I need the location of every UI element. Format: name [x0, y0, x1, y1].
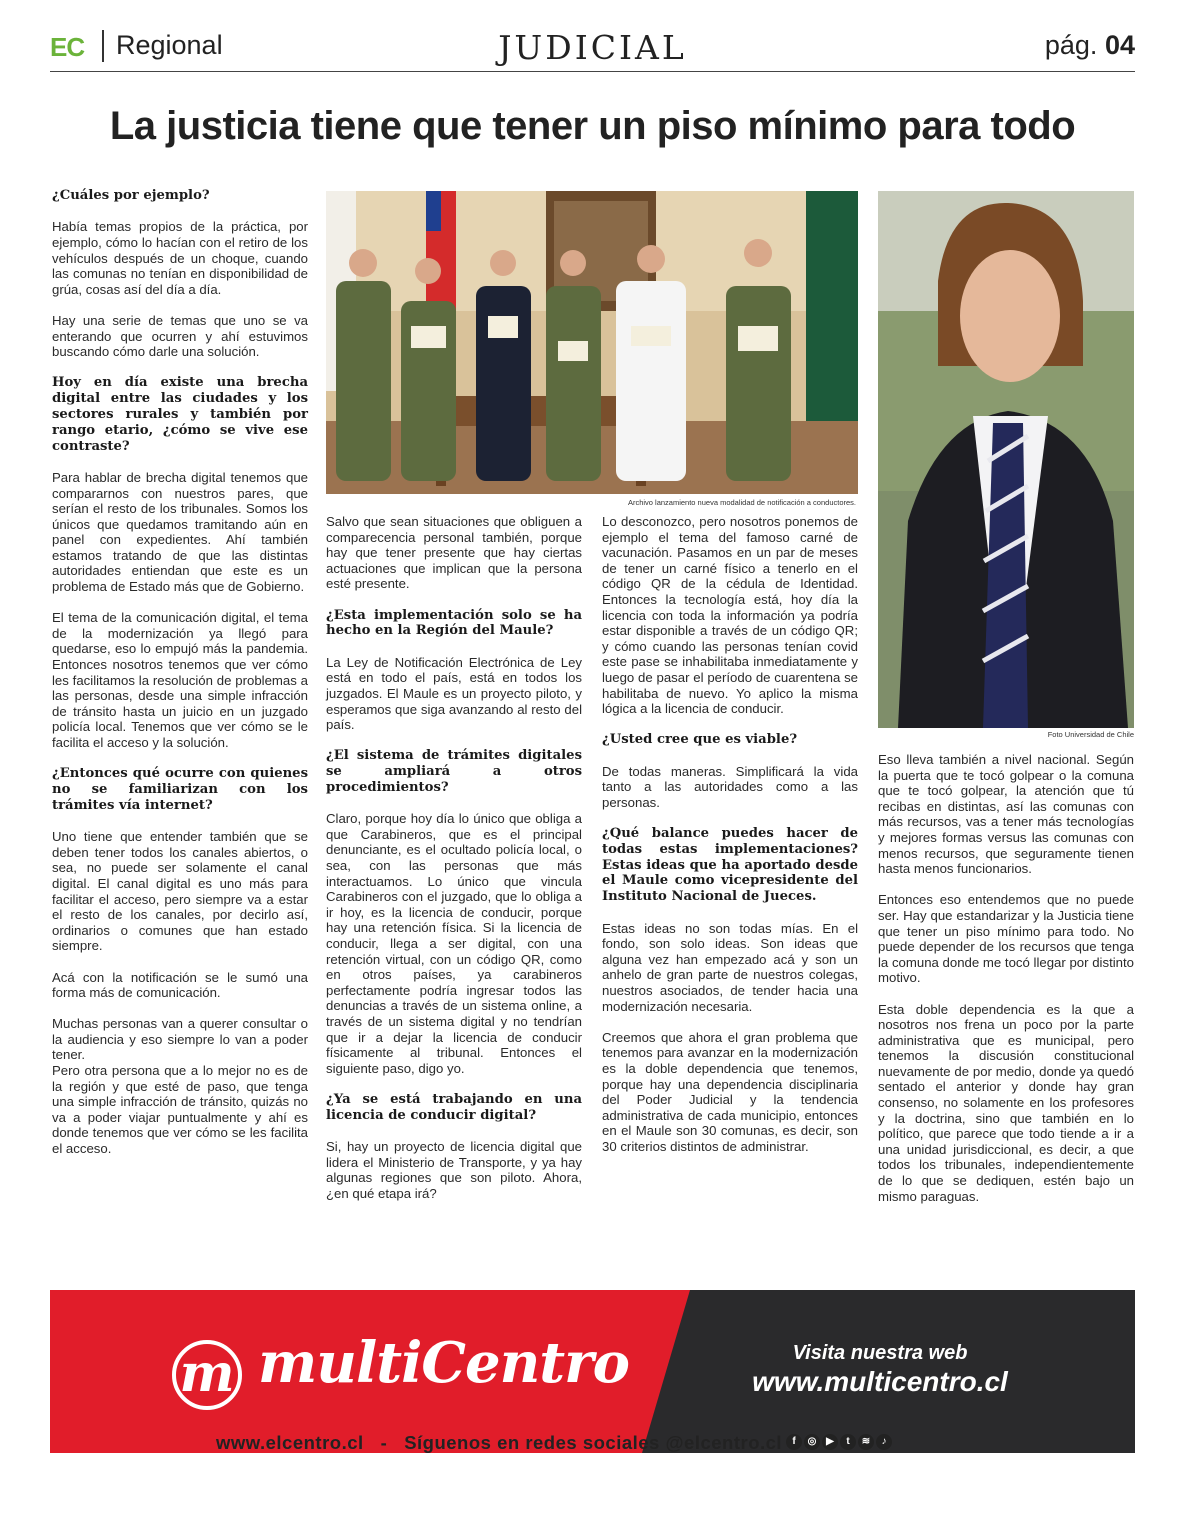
multicentro-ad[interactable] [50, 1290, 1135, 1453]
paragraph: Acá con la notificación se le sumó una forma más de comunicación. [52, 969, 308, 1001]
page-number [1045, 30, 1135, 61]
paragraph: Eso lleva también a nivel nacional. Según la puerta que te tocó golpear o la comuna que te tocó golpear, la atención que tú recibas en distintas, así las comunas con más recursos, vas a tener más tecnologías y mejores formas versus las comunas con menos recursos, que seguramente tienen hasta menos funcionarios. [878, 752, 1134, 877]
page-prefix: pág. [1044, 30, 1098, 60]
column-3 [602, 514, 858, 1170]
paragraph: El tema de la comunicación digital, el tema de la modernización ya llegó para quedarse, eso lo empujó más la pandemia. Entonces nosotros tenemos que ver cómo les facilitamos la resolución de problemas a las personas, desde una simple infracción de tránsito hasta un juicio en un juzgado policía local. Tenemos que ver cómo se le facilita el acceso y la solución. [52, 610, 308, 750]
footer-text [216, 1432, 782, 1454]
multicentro-logo-icon: m [179, 1343, 235, 1404]
paragraph: Lo desconozco, pero nosotros ponemos de ejemplo el tema del famoso carné de vacunación. Pasamos en un par de meses de tener un carné físico a tenerlo en el código QR de la cédula de Identidad. Entonces la tecnología está, hoy día la licencia con toda la información ya podría estar disponible a través de un código QR; y cómo cuando las personas tenían covid este pase se inhabilitaba inmediatamente y luego de pasar el período de cuarentena se habilitaba de nuevo. Yo aplico la misma lógica a la licencia de conducir. [602, 514, 858, 717]
paragraph: Había temas propios de la práctica, por ejemplo, cómo lo hacían con el retiro de los vehículos después de un choque, cuando las comunas no tenían en disponibilidad de grúa, cosas así del día a día. [52, 219, 308, 297]
paragraph: Claro, porque hoy día lo único que obliga a que Carabineros, que es el principal denunciante, es el ocultado policía local, o sea, con las personas que más interactuamos. Lo único que vincula Carabineros con el juzgado, que lo obliga a ir hoy, es la licencia de conducir, porque hay una retención física. Si la licencia de conducir, llega a ser digital, con una retención virtual, con un código QR, como en otros países, ya carabineros perfectamente podría ingresar todos las denuncias a través de un sistema online, a través de un sistema digital y no tendrían que ir a dejar la licencia de conducir físicamente al tribunal. Entonces el siguiente paso, digo yo. [326, 811, 582, 1076]
masthead [50, 28, 1135, 72]
photo-caption: Foto Universidad de Chile [1047, 730, 1134, 739]
question: ¿Qué balance puedes hacer de todas estas implementaciones? Estas ideas que ha aportado desde el Maule como vicepresidente del Instituto Nacional de Jueces. [602, 826, 858, 905]
paragraph: Creemos que ahora el gran problema que tenemos para avanzar en la modernización es la doble dependencia que tenemos, porque hay una dependencia disciplinaria del Poder Judicial y la tendencia administrativa de cada municipio, entonces en el Maule son 30 comunas, es decir, son 30 criterios distintos de administrar. [602, 1029, 858, 1154]
group-photo-illustration [326, 191, 858, 494]
ad-url-link[interactable]: www.multicentro.cl [752, 1366, 1008, 1397]
group-photo [326, 191, 858, 494]
paragraph: Entonces eso entendemos que no puede ser. Hay que estandarizar y la Justicia tiene que tener un piso mínimo para todo. No puede depender de los recursos que tenga la comuna donde me tocó llegar por distinto motivo. [878, 892, 1134, 986]
footer-separator: - [380, 1432, 388, 1453]
youtube-icon[interactable]: ▶ [822, 1434, 838, 1450]
paragraph: Pero otra persona que a lo mejor no es de la región y que esté de paso, que tenga una simple infracción de tránsito, quizás no va a poder viajar puntualmente y ahí es donde tenemos que ver cómo se les facilita el acceso. [52, 1063, 308, 1157]
paragraph: Esta doble dependencia es la que a nosotros nos frena un poco por la parte administrativa que es municipal, pero tenemos la discusión constitucional nuevamente de por medio, donde ya quedó sentado el anterior y donde hay gran consenso, no solamente en los profesores y la doctrina, sino que también en lo político, que parece que todo tiende a ir a una unidad jurisdiccional, es decir, a que todos los tribunales, independientemente de lo que se dediquen, estén bajo un mismo paraguas. [878, 1001, 1134, 1204]
question: ¿Esta implementación solo se ha hecho en la Región del Maule? [326, 607, 582, 639]
column-1 [52, 188, 308, 1172]
instagram-icon[interactable]: ◎ [804, 1434, 820, 1450]
footer-social-text: Síguenos en redes sociales @elcentro.cl [404, 1432, 783, 1453]
column-2 [326, 514, 582, 1217]
question: ¿El sistema de trámites digitales se ampliará a otros procedimientos? [326, 748, 582, 795]
question: ¿Ya se está trabajando en una licencia de conducir digital? [326, 1091, 582, 1123]
paragraph: Muchas personas van a querer consultar o la audiencia y eso siempre lo van a poder tener. [52, 1016, 308, 1063]
paragraph: Uno tiene que entender también que se deben tener todos los canales abiertos, o sea, no puede ser solamente el canal digital. El canal digital es uno más para facilitar el acceso, pero siempre va a estar el resto de los canales, por decirlo así, ordinarios o comunes que han estado siempre. [52, 829, 308, 954]
column-4 [878, 752, 1134, 1220]
question: ¿Entonces qué ocurre con quienes no se familiarizan con los trámites vía internet? [52, 766, 308, 813]
paragraph: Hay una serie de temas que uno se va enterando que ocurren y ahí estuvimos buscando cómo darle una solución. [52, 312, 308, 360]
paragraph: Salvo que sean situaciones que obliguen a comparecencia personal también, porque hay que tener presente que hay ciertas actuaciones que implican que la persona esté presente. [326, 514, 582, 592]
photo-caption: Archivo lanzamiento nueva modalidad de notificación a conductores. [627, 498, 856, 507]
tiktok-icon[interactable]: ♪ [876, 1434, 892, 1450]
rubric-title: JUDICIAL [498, 28, 687, 67]
question: ¿Cuáles por ejemplo? [52, 188, 210, 203]
facebook-icon[interactable]: f [786, 1434, 802, 1450]
section-name: Regional [116, 30, 223, 60]
paragraph: Estas ideas no son todas mías. En el fondo, son solo ideas. Son ideas que alguna vez han empezado acá y son un anhelo de gran parte de nuestros colegas, nuestros asociados, de tender hacia una modernización necesaria. [602, 920, 858, 1014]
portrait-photo [878, 191, 1134, 728]
paragraph: De todas maneras. Simplificará la vida tanto a las autoridades como a las personas. [602, 763, 858, 810]
portrait-illustration [878, 191, 1134, 728]
ad-brand-name: multiCentro [258, 1330, 630, 1396]
headline: La justicia tiene que tener un piso mínimo para todo [109, 104, 1076, 148]
question: Hoy en día existe una brecha digital entre las ciudades y los sectores rurales y también por rango etario, ¿cómo se vive ese contraste? [52, 375, 308, 454]
spotify-icon[interactable]: ≋ [858, 1434, 874, 1450]
paragraph: Para hablar de brecha digital tenemos que compararnos con nuestros pares, que serían el resto de los tribunales. Somos los únicos que quedamos tramitando aún en panel con expedientes. Ahí también estamos tratando de que las distintas autoridades entiendan que este es un problema de Estado más que de Gobierno. [52, 469, 308, 595]
paragraph: La Ley de Notificación Electrónica de Ley está en todo el país, está en todos los juzgados. El Maule es un proyecto piloto, y esperamos que siga avanzando al resto del país. [326, 654, 582, 733]
page-number-value: 04 [1104, 30, 1135, 60]
question: ¿Usted cree que es viable? [602, 732, 798, 748]
footer-site-link[interactable]: www.elcentro.cl [216, 1432, 364, 1453]
ad-visit-label: Visita nuestra web [792, 1342, 968, 1364]
paragraph: Si, hay un proyecto de licencia digital que lidera el Ministerio de Transporte, y ya hay algunas regiones que son piloto. Ahora, ¿en qué etapa irá? [326, 1139, 582, 1201]
twitter-icon[interactable]: t [840, 1434, 856, 1450]
publication-logo[interactable]: EC [50, 32, 85, 62]
footer [0, 1432, 1185, 1462]
